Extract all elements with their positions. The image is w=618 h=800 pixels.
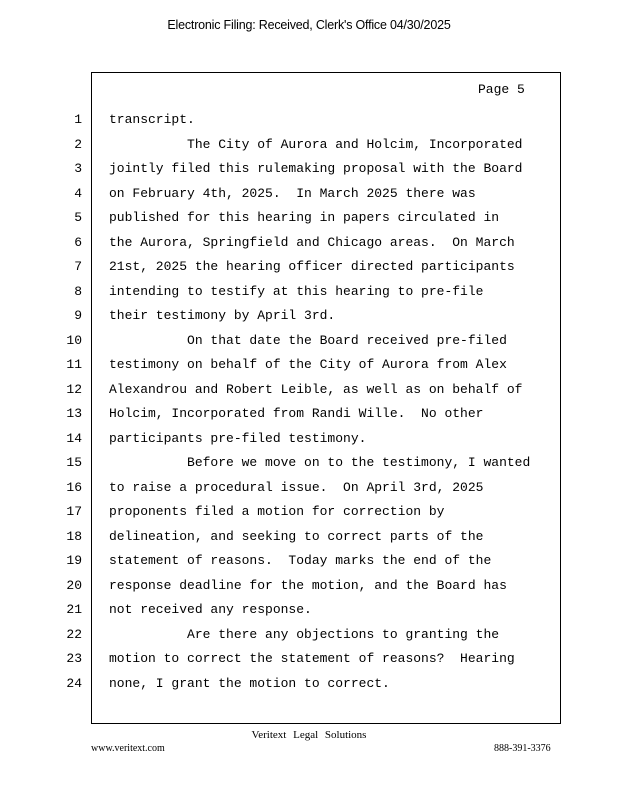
transcript-line — [0, 455, 618, 480]
transcript-line — [0, 161, 618, 186]
transcript-line — [0, 357, 618, 382]
transcript-lines — [0, 112, 618, 700]
transcript-line — [0, 406, 618, 431]
line-text: Holcim, Incorporated from Randi Wille. No other — [109, 406, 484, 421]
transcript-line — [0, 651, 618, 676]
line-number: 23 — [66, 651, 82, 666]
transcript-line — [0, 676, 618, 701]
line-number: 12 — [66, 381, 82, 397]
line-number: 6 — [74, 234, 82, 250]
transcript-line — [0, 284, 618, 309]
line-number: 20 — [66, 577, 82, 593]
footer-website: www.veritext.com — [91, 743, 165, 754]
line-text: none, I grant the motion to correct. — [109, 675, 390, 691]
transcript-line — [0, 431, 618, 456]
transcript-line — [0, 112, 618, 137]
line-number: 4 — [74, 185, 82, 201]
line-number: 5 — [74, 210, 82, 225]
line-text: their testimony by April 3rd. — [109, 308, 336, 323]
line-number: 22 — [66, 626, 82, 642]
line-text: delineation, and seeking to correct parts of the — [109, 528, 484, 544]
line-text: not received any response. — [109, 602, 312, 617]
line-number: 8 — [74, 283, 82, 299]
line-text: jointly filed this rulemaking proposal with the Board — [109, 161, 523, 176]
transcript-line — [0, 186, 618, 211]
transcript-line — [0, 259, 618, 284]
line-text: 21st, 2025 the hearing officer directed participants — [109, 259, 515, 274]
line-text: testimony on behalf of the City of Aurora from Alex — [109, 357, 507, 372]
transcript-line — [0, 504, 618, 529]
line-text: the Aurora, Springfield and Chicago areas. On March — [109, 234, 515, 250]
page-number: Page 5 — [478, 82, 525, 97]
line-text: intending to testify at this hearing to pre-file — [109, 283, 484, 299]
line-number: 9 — [74, 308, 82, 323]
filing-stamp: Electronic Filing: Received, Clerk's Office 04/30/2025 — [167, 18, 451, 32]
line-number: 17 — [66, 504, 82, 519]
line-number: 2 — [74, 136, 82, 152]
line-text: published for this hearing in papers circulated in — [109, 210, 500, 225]
line-number: 13 — [66, 406, 82, 421]
line-number: 14 — [66, 430, 82, 446]
line-number: 19 — [66, 553, 82, 568]
transcript-line — [0, 578, 618, 603]
line-text: statement of reasons. Today marks the end of the — [109, 553, 492, 568]
line-number: 3 — [74, 161, 82, 176]
line-number: 1 — [74, 112, 82, 127]
transcript-line — [0, 480, 618, 505]
line-number: 15 — [66, 455, 82, 470]
transcript-line — [0, 235, 618, 260]
line-text: Are there any objections to granting the — [109, 626, 500, 642]
line-text: response deadline for the motion, and the Board has — [109, 577, 507, 593]
transcript-line — [0, 137, 618, 162]
line-number: 24 — [66, 675, 82, 691]
transcript-line — [0, 553, 618, 578]
footer-company: Veritext Legal Solutions — [251, 729, 367, 741]
line-text: The City of Aurora and Holcim, Incorporated — [109, 136, 523, 152]
line-text: Alexandrou and Robert Leible, as well as on behalf of — [109, 381, 523, 397]
transcript-line — [0, 210, 618, 235]
transcript-line — [0, 308, 618, 333]
line-number: 10 — [66, 332, 82, 348]
line-text: motion to correct the statement of reasons? Hearing — [109, 651, 515, 666]
line-number: 7 — [74, 259, 82, 274]
footer-phone: 888-391-3376 — [494, 743, 551, 754]
line-text: proponents filed a motion for correction by — [109, 504, 445, 519]
line-number: 18 — [66, 528, 82, 544]
transcript-line — [0, 382, 618, 407]
line-text: to raise a procedural issue. On April 3rd, 2025 — [109, 479, 484, 495]
line-text: Before we move on to the testimony, I wanted — [109, 455, 531, 470]
line-number: 21 — [66, 602, 82, 617]
transcript-line — [0, 333, 618, 358]
line-text: On that date the Board received pre-filed — [109, 332, 507, 348]
line-number: 16 — [66, 479, 82, 495]
transcript-line — [0, 602, 618, 627]
line-text: on February 4th, 2025. In March 2025 there was — [109, 185, 476, 201]
line-text: transcript. — [109, 112, 195, 127]
line-text: participants pre-filed testimony. — [109, 430, 367, 446]
transcript-line — [0, 627, 618, 652]
line-number: 11 — [66, 357, 82, 372]
transcript-line — [0, 529, 618, 554]
